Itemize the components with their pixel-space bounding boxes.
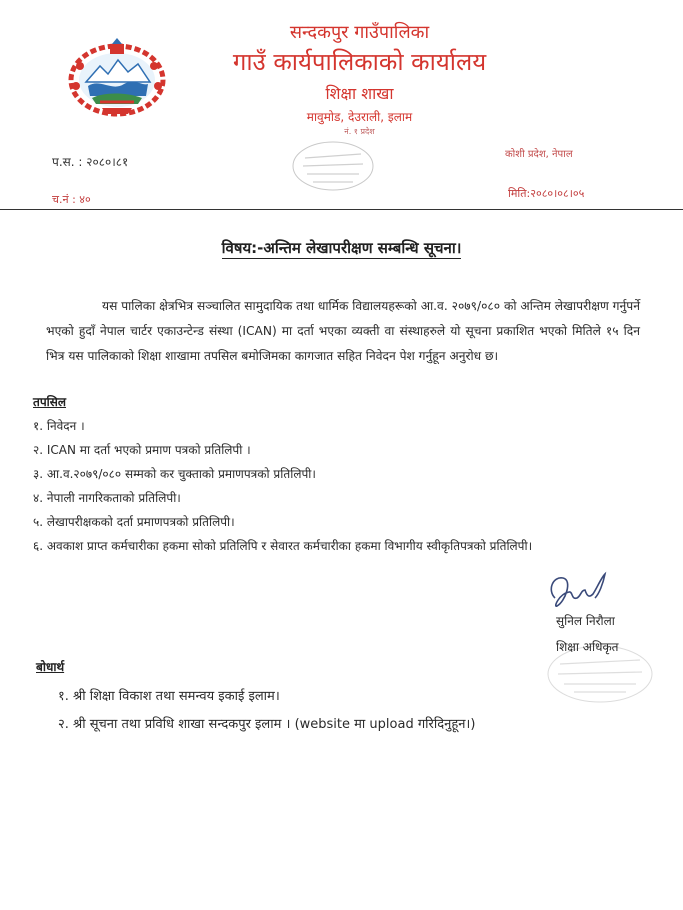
list-item: ५. लेखापरीक्षकको दर्ता प्रमाणपत्रको प्रतिलिपी। bbox=[33, 515, 235, 529]
header-divider bbox=[0, 209, 683, 210]
dispatch-number: च.नं : ४० bbox=[52, 193, 91, 206]
list-item: १. निवेदन । bbox=[33, 419, 85, 433]
faint-dispatch-stamp bbox=[283, 136, 383, 196]
body-paragraph: यस पालिका क्षेत्रभित्र सञ्चालित सामुदायिक तथा धार्मिक विद्यालयहरूको आ.व. २०७९/०८० को अन्तिम लेखापरीक्षण गर्नुपर्ने भएको हुदाँ नेपाल चार्टर एकाउन्टेन्ड संस्था (ICAN) मा दर्ता भएका व्यक्ती वा संस्थाहरुले यो सूचना प्रकाशित भएको मितिले १५ दिन भित्र यस पालिकाको शिक्षा शाखामा तपसिल बमोजिमका कागजात सहित निवेदन पेश गर्नुहून अनुरोध छ। bbox=[46, 299, 640, 363]
signature-mark bbox=[543, 568, 613, 616]
office-place: कोशी प्रदेश, नेपाल bbox=[505, 149, 573, 160]
attachments-heading: तपसिल bbox=[33, 395, 67, 409]
cc-list bbox=[58, 683, 475, 739]
signatory-name: सुनिल निरौला bbox=[556, 614, 615, 628]
cc-heading: बोधार्थ bbox=[36, 660, 65, 674]
cc-item: १. श्री शिक्षा विकाश तथा समन्वय इकाई इलाम। bbox=[58, 689, 280, 704]
attachments-list bbox=[33, 414, 643, 558]
list-item: ६. अवकाश प्राप्त कर्मचारीका हकमा सोको प्रतिलिपि र सेवारत कर्मचारीका हकमा विभागीय स्वीकृतिपत्रको प्रतिलिपी। bbox=[33, 539, 533, 553]
office-address: मावुमोड, देउराली, इलाम bbox=[306, 110, 413, 124]
section-name: शिक्षा शाखा bbox=[325, 84, 394, 103]
list-item: ४. नेपाली नागरिकताको प्रतिलिपी। bbox=[33, 491, 181, 505]
reference-number: प.स. : २०८०।८१ bbox=[52, 155, 129, 169]
notice-body bbox=[46, 294, 640, 369]
signatory-title: शिक्षा अधिकृत bbox=[556, 640, 619, 654]
cc-item: २. श्री सूचना तथा प्रविधि शाखा सन्दकपुर इलाम । (website मा upload गरिदिनुहून।) bbox=[58, 717, 476, 732]
subject-text: विषय:-अन्तिम लेखापरीक्षण सम्बन्धि सूचना। bbox=[221, 239, 462, 257]
municipality-name: सन्दकपुर गाउँपालिका bbox=[289, 22, 430, 43]
letter-date: मिति:२०८०।०८।०५ bbox=[508, 187, 585, 200]
list-item: २. ICAN मा दर्ता भएको प्रमाण पत्रको प्रतिलिपी । bbox=[33, 443, 251, 457]
office-name: गाउँ कार्यपालिकाको कार्यालय bbox=[232, 48, 487, 76]
state-name: नं. १ प्रदेश bbox=[344, 127, 375, 136]
list-item: ३. आ.व.२०७९/०८० सम्मको कर चुक्ताको प्रमाणपत्रको प्रतिलिपी। bbox=[33, 467, 316, 481]
notice-subject bbox=[0, 238, 683, 258]
